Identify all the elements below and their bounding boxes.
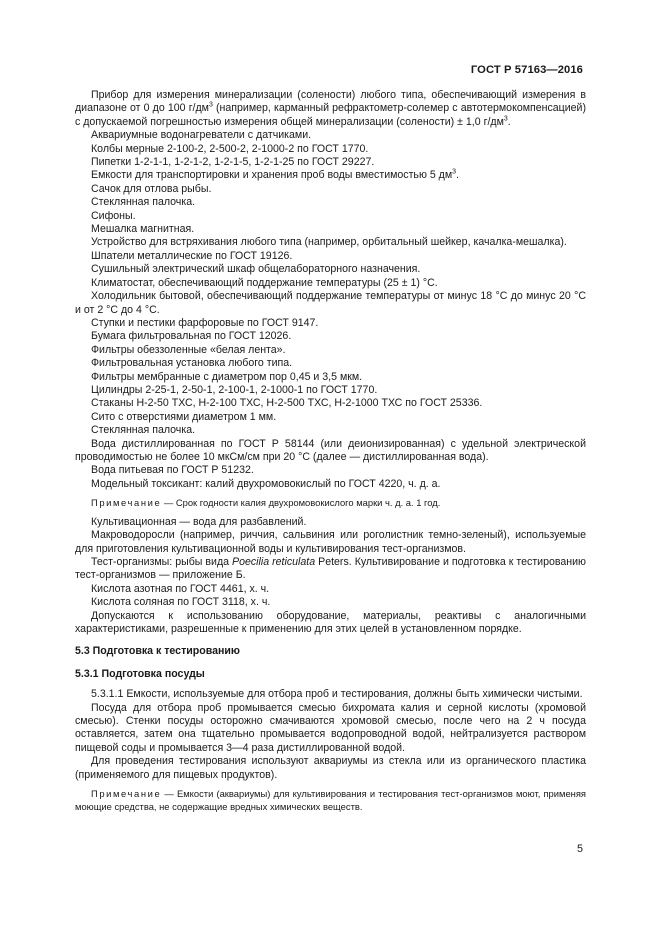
- text-fragment: .: [456, 169, 460, 182]
- paragraph-beakers: Стаканы Н-2-50 ТХС, Н-2-100 ТХС, Н-2-500 ТХС, Н-2-1000 ТХС по ГОСТ 25336.: [91, 397, 483, 410]
- note-text: — Емкости (аквариумы) для культивирования и тестирования тест-организмов моют, применяя моющие средства, не содержащие вредных химических веществ.: [75, 788, 586, 812]
- paragraph-drinking-water: Вода питьевая по ГОСТ Р 51232.: [91, 464, 254, 477]
- paragraph-heaters: Аквариумные водонагреватели с датчиками.: [91, 129, 312, 142]
- paragraph-mortars: Ступки и пестики фарфоровые по ГОСТ 9147.: [91, 316, 319, 329]
- paragraph-pipettes: Пипетки 1-2-1-1, 1-2-1-2, 1-2-1-5, 1-2-1-25 по ГОСТ 29227.: [91, 156, 375, 169]
- paragraph-test-organisms: [75, 556, 586, 583]
- paragraph-ashless-filters: Фильтры обеззоленные «белая лента».: [91, 343, 286, 356]
- subsection-heading-5-3-1: 5.3.1 Подготовка посуды: [75, 667, 205, 680]
- species-name: Poecilia reticulata: [232, 556, 316, 568]
- text-fragment: Емкости для транспортировки и хранения проб воды вместимостью 5 дм: [91, 169, 453, 182]
- text-fragment: Прибор для измерения минерализации (солености) любого типа, обеспечивающий измерения в диапазоне от 0 до 100 г/дм: [75, 89, 586, 115]
- paragraph-toxicant: Модельный токсикант: калий двухромовокислый по ГОСТ 4220, ч. д. а.: [91, 477, 441, 490]
- paragraph-cultivation-water: Культивационная — вода для разбавлений.: [91, 515, 307, 528]
- paragraph-substitutes: Допускаются к использованию оборудование, материалы, реактивы с аналогичными характеристиками, разрешенные к применению для этих целей в установленном порядке.: [75, 609, 586, 636]
- text-fragment: Тест-организмы: рыбы вида: [91, 556, 233, 568]
- paragraph-glass-rod-2: Стеклянная палочка.: [91, 424, 196, 437]
- superscript: 3: [503, 115, 508, 123]
- note-shelf-life: [75, 497, 586, 510]
- note-detergents: [75, 788, 586, 813]
- text-fragment: Peters. Культивирование и подготовка к тестированию тест-организмов — приложение Б.: [75, 556, 586, 582]
- text-fragment: (например, карманный рефрактометр-солемер с автотермокомпенсацией) с допускаемой погрешностью измерения общей минерализации (солености) ± 1,0 г/дм: [75, 102, 586, 128]
- document-body: [75, 89, 586, 819]
- note-label: Примечание: [91, 497, 162, 509]
- paragraph-filter-unit: Фильтровальная установка любого типа.: [91, 357, 293, 370]
- paragraph-washing: Посуда для отбора проб промывается смесью бихромата калия и серной кислоты (хромовой смесью). Стенки посуды осторожно смачиваются хромовой смесью, после чего на 2 ч посуда оставляется, затем она тщательно промывается водопроводной водой, нейтрализуется раствором пищевой соды и промывается 3—4 раза дистиллированной водой.: [75, 701, 586, 754]
- paragraph-drying-oven: Сушильный электрический шкаф общелабораторного назначения.: [91, 263, 421, 276]
- text-fragment: .: [507, 115, 511, 128]
- paragraph-salinity-meter: [75, 89, 586, 129]
- paragraph-siphons: Сифоны.: [91, 209, 136, 222]
- paragraph-climatostat: Климатостат, обеспечивающий поддержание температуры (25 ± 1) °С.: [91, 276, 438, 289]
- paragraph-sieve: Сито с отверстиями диаметром 1 мм.: [91, 410, 277, 423]
- paragraph-shaker: Устройство для встряхивания любого типа (например, орбитальный шейкер, качалка-мешалка).: [91, 236, 567, 249]
- superscript: 3: [208, 101, 213, 109]
- paragraph-nitric-acid: Кислота азотная по ГОСТ 4461, х. ч.: [91, 582, 270, 595]
- paragraph-cylinders: Цилиндры 2-25-1, 2-50-1, 2-100-1, 2-1000-1 по ГОСТ 1770.: [91, 383, 378, 396]
- paragraph-macroalgae: Макроводоросли (например, риччия, сальвиния или роголистник темно-зеленый), используемые для приготовления культивационной воды и культивирования тест-организмов.: [75, 529, 586, 555]
- paragraph-filter-paper: Бумага фильтровальная по ГОСТ 12026.: [91, 330, 292, 343]
- page-number: 5: [576, 843, 583, 855]
- paragraph-stirrer: Мешалка магнитная.: [91, 223, 195, 236]
- paragraph-glass-rod: Стеклянная палочка.: [91, 196, 196, 209]
- paragraph-membrane-filters: Фильтры мембранные с диаметром пор 0,45 и 3,5 мкм.: [91, 370, 363, 383]
- note-label: Примечание: [91, 788, 162, 800]
- paragraph-flasks: Колбы мерные 2-100-2, 2-500-2, 2-1000-2 по ГОСТ 1770.: [91, 142, 369, 155]
- paragraph-distilled-water: Вода дистиллированная по ГОСТ Р 58144 (или деионизированная) с удельной электрической проводимостью не более 10 мкСм/см при 20 °С (далее — дистиллированная вода).: [75, 437, 586, 463]
- paragraph-hydrochloric-acid: Кислота соляная по ГОСТ 3118, х. ч.: [91, 596, 271, 609]
- paragraph-spatulas: Шпатели металлические по ГОСТ 19126.: [91, 249, 293, 262]
- note-text: — Срок годности калия двухромовокислого марки ч. д. а. 1 год.: [161, 497, 441, 509]
- paragraph-aquariums: Для проведения тестирования используют аквариумы из стекла или из органического пластика (применяемого для пищевых продуктов).: [75, 755, 586, 781]
- paragraph-net: Сачок для отлова рыбы.: [91, 182, 212, 195]
- paragraph-5-3-1-1: 5.3.1.1 Емкости, используемые для отбора проб и тестирования, должны быть химически чистыми.: [91, 688, 583, 701]
- superscript: 3: [452, 168, 457, 176]
- document-code-header: ГОСТ Р 57163—2016: [470, 64, 583, 76]
- paragraph-fridge: Холодильник бытовой, обеспечивающий поддержание температуры от минус 18 °С до минус 20 °С и от 2 °С до 4 °С.: [75, 290, 586, 316]
- section-heading-5-3: 5.3 Подготовка к тестированию: [75, 645, 240, 658]
- paragraph-containers: [75, 169, 586, 182]
